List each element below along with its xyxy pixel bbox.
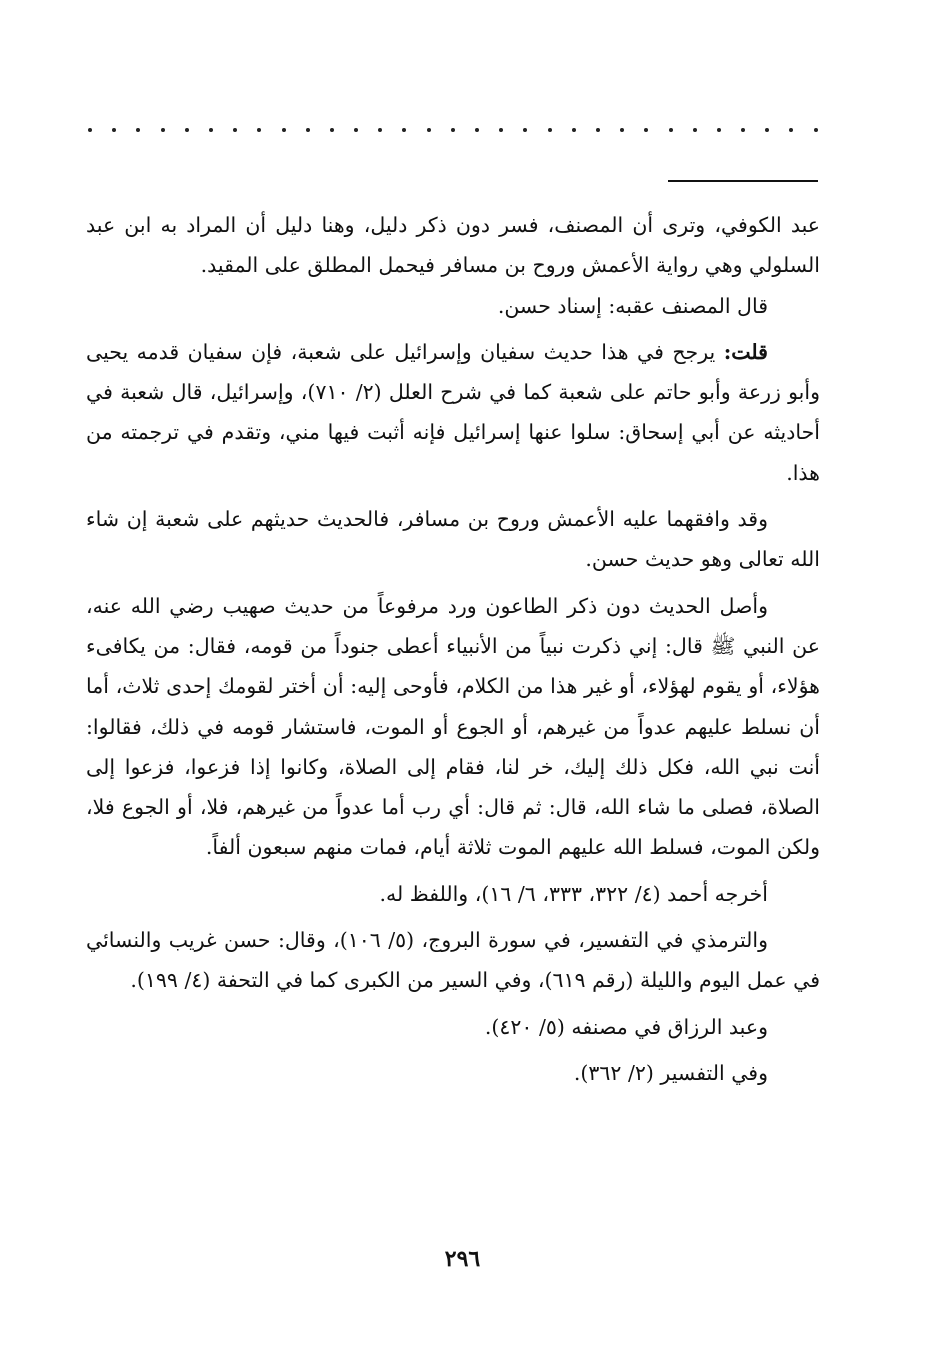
separator-dot — [209, 128, 213, 132]
page-body — [86, 205, 820, 1099]
separator-dot — [233, 128, 237, 132]
separator-dot — [306, 128, 310, 132]
separator-dot — [644, 128, 648, 132]
paragraph-5: وأصل الحديث دون ذكر الطاعون ورد مرفوعاً من حديث صهيب رضي الله عنه، عن النبي ﷺ قال: إني ذكرت نبياً من الأنبياء أعطى جنوداً من قومه، فقال: من يكافىء هؤلاء، أو يقوم لهؤلاء، أو غير هذا من الكلام، فأوحى إليه: أن أختر لقومك إحدى ثلاث، أما أن نسلط عليهم عدواً من غيرهم، أو الجوع أو الموت، فاستشار قومه في ذلك، فقالوا: أنت نبي الله، فكل ذلك إليك، خر لنا، فقام إلى الصلاة، وكانوا إذا فزعوا، فزعوا إلى الصلاة، فصلى ما شاء الله، قال: ثم قال: أي رب أما عدواً من غيرهم، فلا، أو الجوع فلا، ولكن الموت، فسلط الله عليهم الموت ثلاثة أيام، فمات منهم سبعون ألفاً. — [86, 593, 820, 860]
separator-dot — [620, 128, 624, 132]
separator-dot — [282, 128, 286, 132]
separator-dot — [427, 128, 431, 132]
dotted-separator — [88, 118, 818, 142]
separator-dot — [136, 128, 140, 132]
separator-dot — [548, 128, 552, 132]
paragraph-9: وفي التفسير (٢/ ٣٦٢). — [573, 1060, 768, 1085]
separator-dot — [765, 128, 769, 132]
separator-dot — [814, 128, 818, 132]
footnote-rule — [668, 180, 818, 182]
paragraph-2: قال المصنف عقبه: إسناد حسن. — [497, 293, 768, 318]
separator-dot — [741, 128, 745, 132]
paragraph-3 — [86, 332, 820, 493]
separator-dot — [330, 128, 334, 132]
separator-dot — [669, 128, 673, 132]
separator-dot — [475, 128, 479, 132]
separator-dot — [523, 128, 527, 132]
separator-dot — [88, 128, 92, 132]
separator-dot — [596, 128, 600, 132]
separator-dot — [499, 128, 503, 132]
paragraph-7: والترمذي في التفسير، في سورة البروج، (٥/ ١٠٦)، وقال: حسن غريب والنسائي في عمل اليوم والليلة (رقم ٦١٩)، وفي السير من الكبرى كما في التحفة (٤/ ١٩٩). — [86, 928, 820, 993]
separator-dot — [161, 128, 165, 132]
separator-dot — [112, 128, 116, 132]
paragraph-6: أخرجه أحمد (٤/ ٣٢٢، ٣٣٣، ٦/ ١٦)، واللفظ له. — [379, 881, 768, 906]
separator-dot — [185, 128, 189, 132]
separator-dot — [378, 128, 382, 132]
separator-dot — [717, 128, 721, 132]
paragraph-8: وعبد الرزاق في مصنفه (٥/ ٤٢٠). — [484, 1014, 768, 1039]
paragraph-1: عبد الكوفي، وترى أن المصنف، فسر دون ذكر دليل، وهنا دليل أن المراد به ابن عبد السلولي وهي رواية الأعمش وروح بن مسافر فيحمل المطلق على المقيد. — [86, 213, 820, 278]
paragraph-3-text: يرجح في هذا حديث سفيان وإسرائيل على شعبة، فإن سفيان قدمه يحيى وأبو زرعة وأبو حاتم على شعبة كما في شرح العلل (٢/ ٧١٠)، وإسرائيل، قال شعبة في أحاديثه عن أبي إسحاق: سلوا عنها إسرائيل فإنه أثبت فيها مني، وتقدم في ترجمته من هذا. — [86, 339, 820, 485]
page-number: ٢٩٦ — [444, 1246, 481, 1272]
paragraph-4: وقد وافقهما عليه الأعمش وروح بن مسافر، فالحديث حديثهم على شعبة إن شاء الله تعالى وهو حديث حسن. — [86, 507, 820, 572]
separator-dot — [572, 128, 576, 132]
separator-dot — [693, 128, 697, 132]
separator-dot — [451, 128, 455, 132]
separator-dot — [257, 128, 261, 132]
separator-dot — [402, 128, 406, 132]
qult-keyword: قلت: — [723, 339, 768, 364]
separator-dot — [354, 128, 358, 132]
separator-dot — [789, 128, 793, 132]
